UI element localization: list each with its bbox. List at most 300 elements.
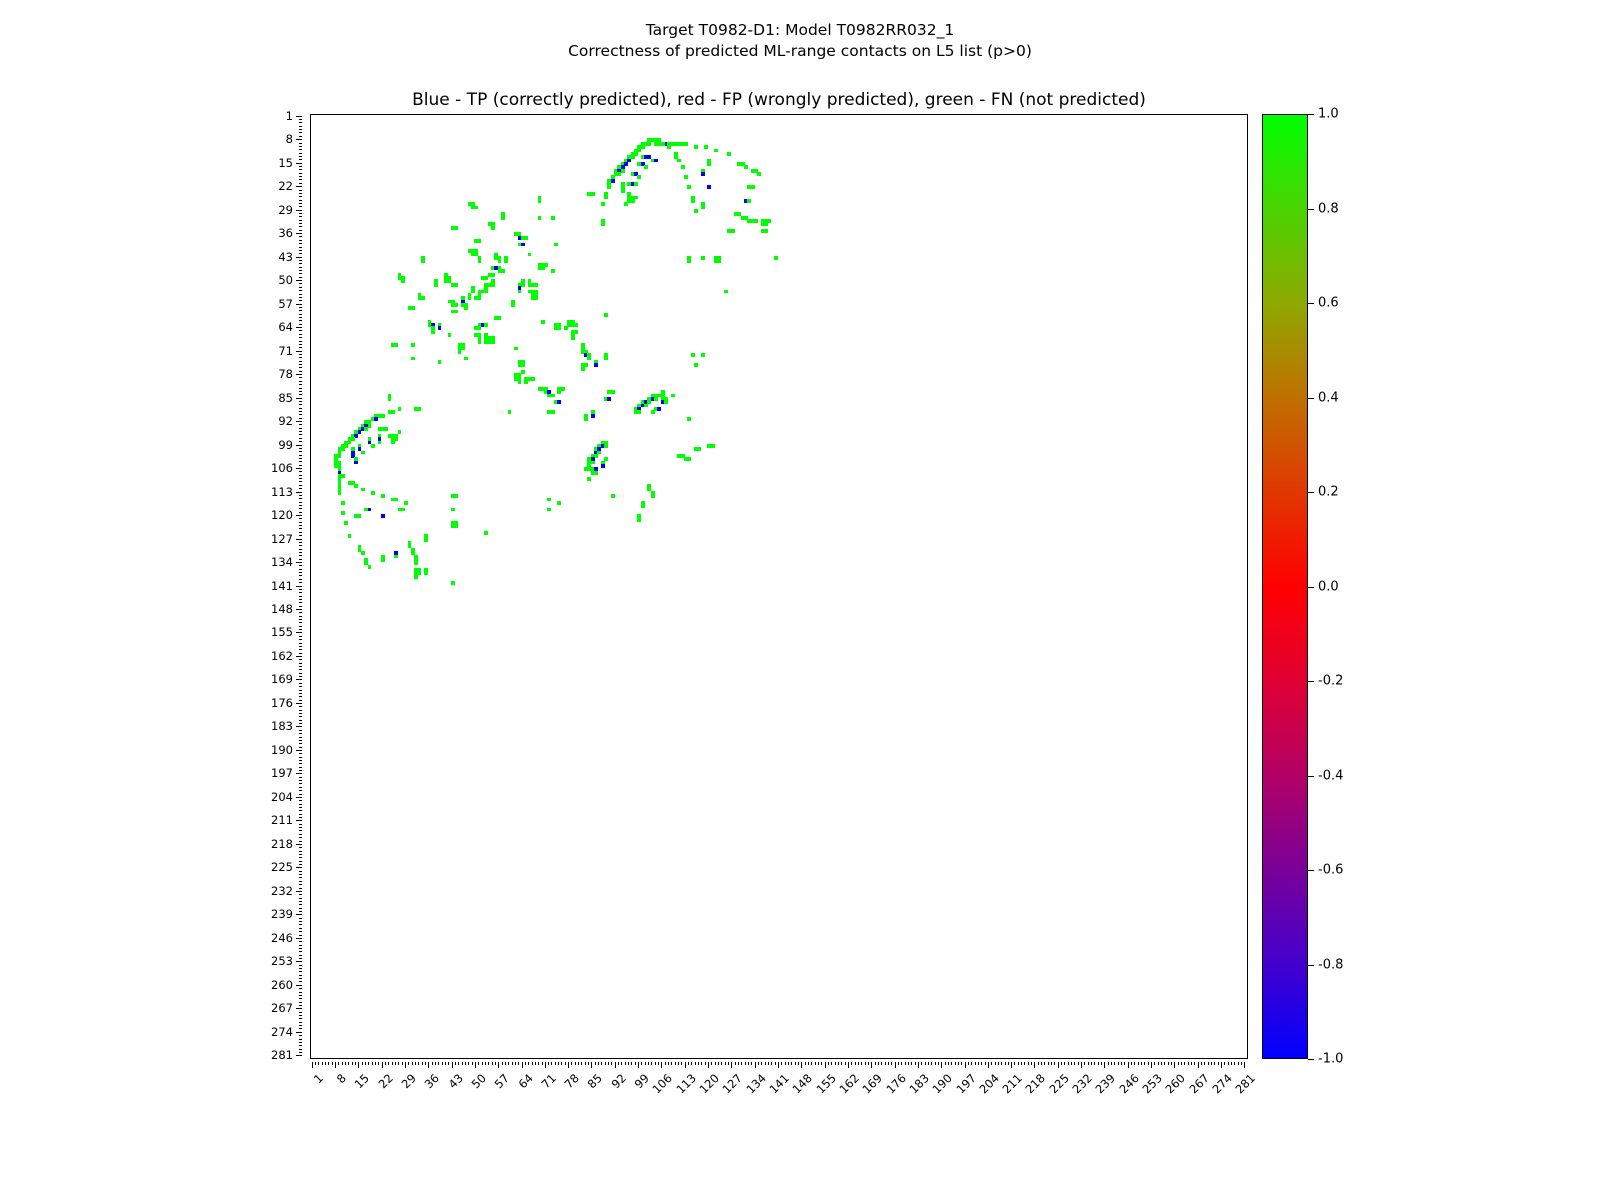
y-tick-minor bbox=[299, 616, 302, 617]
y-tick-minor bbox=[299, 904, 302, 905]
contact-cell bbox=[368, 565, 372, 569]
colorbar-tick bbox=[1308, 776, 1314, 777]
y-tick-minor bbox=[299, 434, 302, 435]
contact-cell bbox=[591, 192, 595, 196]
contact-cell bbox=[617, 172, 621, 176]
x-tick-minor bbox=[561, 1062, 562, 1065]
y-tick-minor bbox=[299, 287, 302, 288]
contact-cell bbox=[637, 149, 641, 153]
y-tick-minor bbox=[299, 995, 302, 996]
x-tick-minor bbox=[1178, 1062, 1179, 1065]
contact-cell bbox=[401, 279, 405, 283]
contact-cell bbox=[358, 514, 362, 518]
contact-cell bbox=[754, 219, 758, 223]
x-tick-major bbox=[895, 1062, 896, 1068]
contact-cell bbox=[544, 263, 548, 267]
y-tick-minor bbox=[299, 1012, 302, 1013]
x-tick-minor bbox=[975, 1062, 976, 1065]
x-tick-minor bbox=[751, 1062, 752, 1065]
x-tick-minor bbox=[588, 1062, 589, 1065]
contact-cell bbox=[551, 410, 555, 414]
y-tick-major bbox=[296, 398, 302, 399]
y-tick-minor bbox=[299, 864, 302, 865]
contact-cell bbox=[371, 491, 375, 495]
y-tick-minor bbox=[299, 857, 302, 858]
x-tick-label: 246 bbox=[1116, 1071, 1142, 1097]
x-tick-minor bbox=[791, 1062, 792, 1065]
contact-cell bbox=[681, 165, 685, 169]
x-tick-minor bbox=[928, 1062, 929, 1065]
y-tick-label: 246 bbox=[271, 930, 293, 945]
y-tick-major bbox=[296, 116, 302, 117]
y-tick-major bbox=[296, 445, 302, 446]
y-tick-minor bbox=[299, 535, 302, 536]
contact-cell bbox=[551, 269, 555, 273]
contact-cell bbox=[504, 259, 508, 263]
x-tick-minor bbox=[1001, 1062, 1002, 1065]
contact-cell bbox=[384, 427, 388, 431]
x-tick-minor bbox=[718, 1062, 719, 1065]
contact-cell bbox=[498, 259, 502, 263]
x-tick-minor bbox=[681, 1062, 682, 1065]
y-tick-minor bbox=[299, 1022, 302, 1023]
x-tick-minor bbox=[1064, 1062, 1065, 1065]
y-tick-major bbox=[296, 374, 302, 375]
contact-cell bbox=[521, 363, 525, 367]
contact-cell bbox=[671, 394, 675, 398]
y-tick-minor bbox=[299, 310, 302, 311]
y-tick-minor bbox=[299, 290, 302, 291]
contact-cell bbox=[654, 397, 658, 401]
contact-cell bbox=[611, 179, 615, 183]
x-tick-minor bbox=[785, 1062, 786, 1065]
contact-cell bbox=[468, 296, 472, 300]
x-tick-minor bbox=[1031, 1062, 1032, 1065]
y-tick-minor bbox=[299, 720, 302, 721]
x-tick-minor bbox=[948, 1062, 949, 1065]
y-tick-minor bbox=[299, 1042, 302, 1043]
x-tick-minor bbox=[935, 1062, 936, 1065]
contact-cell bbox=[418, 407, 422, 411]
x-tick-major bbox=[1034, 1062, 1035, 1068]
y-tick-label: 92 bbox=[278, 414, 293, 429]
x-tick-minor bbox=[585, 1062, 586, 1065]
y-tick-major bbox=[296, 656, 302, 657]
y-tick-minor bbox=[299, 314, 302, 315]
contact-cell bbox=[511, 303, 515, 307]
x-tick-label: 8 bbox=[333, 1071, 349, 1087]
contact-cell bbox=[478, 296, 482, 300]
contact-cell bbox=[711, 444, 715, 448]
x-tick-minor bbox=[1158, 1062, 1159, 1065]
x-tick-minor bbox=[688, 1062, 689, 1065]
x-tick-minor bbox=[635, 1062, 636, 1065]
x-tick-minor bbox=[365, 1062, 366, 1065]
x-tick-minor bbox=[465, 1062, 466, 1065]
y-tick-minor bbox=[299, 981, 302, 982]
contact-cell bbox=[358, 430, 362, 434]
contact-cell bbox=[591, 461, 595, 465]
x-tick-minor bbox=[435, 1062, 436, 1065]
x-tick-minor bbox=[961, 1062, 962, 1065]
y-tick-minor bbox=[299, 663, 302, 664]
y-tick-minor bbox=[299, 461, 302, 462]
x-tick-major bbox=[522, 1062, 523, 1068]
contact-cell bbox=[438, 360, 442, 364]
contact-cell bbox=[541, 266, 545, 270]
y-tick-minor bbox=[299, 559, 302, 560]
y-tick-minor bbox=[299, 428, 302, 429]
contact-cell bbox=[651, 410, 655, 414]
y-tick-minor bbox=[299, 364, 302, 365]
x-tick-minor bbox=[1211, 1062, 1212, 1065]
x-tick-minor bbox=[1154, 1062, 1155, 1065]
y-tick-label: 218 bbox=[271, 836, 293, 851]
colorbar-tick bbox=[1308, 114, 1314, 115]
x-tick-minor bbox=[1191, 1062, 1192, 1065]
y-tick-minor bbox=[299, 918, 302, 919]
contact-cell bbox=[434, 283, 438, 287]
contact-cell bbox=[574, 330, 578, 334]
contact-cell bbox=[381, 514, 385, 518]
contact-cell bbox=[634, 196, 638, 200]
y-tick-minor bbox=[299, 1039, 302, 1040]
contact-cell bbox=[361, 488, 365, 492]
x-tick-minor bbox=[728, 1062, 729, 1065]
y-tick-minor bbox=[299, 653, 302, 654]
x-tick-minor bbox=[1014, 1062, 1015, 1065]
x-tick-minor bbox=[388, 1062, 389, 1065]
contact-cell bbox=[611, 494, 615, 498]
y-tick-minor bbox=[299, 253, 302, 254]
y-tick-minor bbox=[299, 411, 302, 412]
x-tick-minor bbox=[515, 1062, 516, 1065]
y-tick-minor bbox=[299, 173, 302, 174]
y-tick-minor bbox=[299, 753, 302, 754]
y-tick-minor bbox=[299, 659, 302, 660]
contact-cell bbox=[547, 508, 551, 512]
contact-cell bbox=[667, 145, 671, 149]
contact-cell bbox=[454, 283, 458, 287]
x-tick-minor bbox=[1201, 1062, 1202, 1065]
x-tick-major bbox=[405, 1062, 406, 1068]
x-tick-minor bbox=[828, 1062, 829, 1065]
x-tick-minor bbox=[1241, 1062, 1242, 1065]
x-tick-minor bbox=[1008, 1062, 1009, 1065]
y-tick-minor bbox=[299, 132, 302, 133]
y-tick-major bbox=[296, 539, 302, 540]
y-tick-minor bbox=[299, 247, 302, 248]
contact-cell bbox=[394, 343, 398, 347]
contact-cell bbox=[654, 159, 658, 163]
x-tick-minor bbox=[771, 1062, 772, 1065]
y-tick-minor bbox=[299, 441, 302, 442]
x-tick-minor bbox=[905, 1062, 906, 1065]
x-tick-label: 211 bbox=[999, 1071, 1026, 1097]
x-tick-label: 36 bbox=[421, 1071, 443, 1092]
y-tick-label: 176 bbox=[271, 695, 293, 710]
contact-cell bbox=[601, 202, 605, 206]
x-tick-minor bbox=[701, 1062, 702, 1065]
x-tick-label: 204 bbox=[976, 1071, 1002, 1097]
contact-cell bbox=[731, 229, 735, 233]
x-tick-major bbox=[755, 1062, 756, 1068]
x-tick-minor bbox=[1228, 1062, 1229, 1065]
contact-cell bbox=[528, 283, 532, 287]
y-tick-minor bbox=[299, 518, 302, 519]
contact-cell bbox=[508, 410, 512, 414]
x-tick-minor bbox=[958, 1062, 959, 1065]
contact-cell bbox=[637, 518, 641, 522]
x-tick-minor bbox=[811, 1062, 812, 1065]
x-tick-minor bbox=[508, 1062, 509, 1065]
x-tick-label: 99 bbox=[631, 1071, 652, 1092]
x-tick-minor bbox=[998, 1062, 999, 1065]
contact-cell bbox=[644, 165, 648, 169]
contact-cell bbox=[341, 447, 345, 451]
x-tick-minor bbox=[621, 1062, 622, 1065]
contact-cell bbox=[461, 347, 465, 351]
y-tick-major bbox=[296, 773, 302, 774]
x-tick-minor bbox=[1138, 1062, 1139, 1065]
y-tick-minor bbox=[299, 488, 302, 489]
y-tick-minor bbox=[299, 203, 302, 204]
x-tick-minor bbox=[671, 1062, 672, 1065]
y-tick-minor bbox=[299, 146, 302, 147]
y-tick-minor bbox=[299, 505, 302, 506]
x-tick-minor bbox=[745, 1062, 746, 1065]
contact-cell bbox=[557, 501, 561, 505]
contact-cell bbox=[574, 323, 578, 327]
y-tick-minor bbox=[299, 817, 302, 818]
y-tick-minor bbox=[299, 1015, 302, 1016]
contact-cell bbox=[501, 216, 505, 220]
contact-cell bbox=[587, 477, 591, 481]
y-tick-minor bbox=[299, 884, 302, 885]
y-tick-minor bbox=[299, 381, 302, 382]
contact-cell bbox=[657, 407, 661, 411]
contact-cell bbox=[351, 437, 355, 441]
x-tick-minor bbox=[362, 1062, 363, 1065]
y-tick-minor bbox=[299, 357, 302, 358]
y-tick-minor bbox=[299, 119, 302, 120]
x-tick-minor bbox=[1124, 1062, 1125, 1065]
contact-cell bbox=[631, 199, 635, 203]
contact-cell bbox=[414, 575, 418, 579]
y-tick-minor bbox=[299, 371, 302, 372]
y-tick-minor bbox=[299, 767, 302, 768]
y-tick-minor bbox=[299, 737, 302, 738]
contact-cell bbox=[664, 400, 668, 404]
y-tick-label: 260 bbox=[271, 977, 293, 992]
contact-cell bbox=[471, 290, 475, 294]
y-tick-minor bbox=[299, 159, 302, 160]
y-tick-label: 78 bbox=[278, 367, 293, 382]
contact-map-plot[interactable] bbox=[310, 114, 1248, 1059]
x-tick-major bbox=[358, 1062, 359, 1068]
x-tick-minor bbox=[352, 1062, 353, 1065]
y-tick-minor bbox=[299, 478, 302, 479]
x-tick-minor bbox=[368, 1062, 369, 1065]
y-tick-minor bbox=[299, 438, 302, 439]
x-tick-minor bbox=[468, 1062, 469, 1065]
x-tick-minor bbox=[1061, 1062, 1062, 1065]
contact-cell bbox=[538, 199, 542, 203]
x-tick-minor bbox=[798, 1062, 799, 1065]
y-tick-minor bbox=[299, 485, 302, 486]
contact-cell bbox=[368, 424, 372, 428]
y-tick-minor bbox=[299, 800, 302, 801]
x-tick-major bbox=[1104, 1062, 1105, 1068]
x-tick-minor bbox=[548, 1062, 549, 1065]
y-tick-minor bbox=[299, 602, 302, 603]
y-tick-minor bbox=[299, 596, 302, 597]
x-tick-minor bbox=[955, 1062, 956, 1065]
contact-cell bbox=[411, 357, 415, 361]
contact-cell bbox=[581, 367, 585, 371]
x-tick-label: 64 bbox=[515, 1071, 536, 1092]
y-tick-minor bbox=[299, 928, 302, 929]
contact-cell bbox=[677, 159, 681, 163]
contact-cell bbox=[421, 259, 425, 263]
y-tick-major bbox=[296, 632, 302, 633]
y-tick-label: 36 bbox=[278, 226, 293, 241]
contact-cell bbox=[421, 296, 425, 300]
y-tick-minor bbox=[299, 361, 302, 362]
x-axis-labels bbox=[310, 1062, 1259, 1142]
contact-cell bbox=[478, 259, 482, 263]
y-tick-major bbox=[296, 468, 302, 469]
y-tick-label: 232 bbox=[271, 883, 293, 898]
contact-cell bbox=[644, 404, 648, 408]
x-tick-minor bbox=[495, 1062, 496, 1065]
x-tick-minor bbox=[448, 1062, 449, 1065]
colorbar-tick bbox=[1308, 681, 1314, 682]
x-tick-minor bbox=[881, 1062, 882, 1065]
x-tick-minor bbox=[542, 1062, 543, 1065]
y-tick-major bbox=[296, 961, 302, 962]
y-tick-minor bbox=[299, 643, 302, 644]
x-tick-minor bbox=[1164, 1062, 1165, 1065]
y-tick-minor bbox=[299, 622, 302, 623]
contact-cell bbox=[454, 524, 458, 528]
y-tick-label: 211 bbox=[271, 813, 293, 828]
y-tick-minor bbox=[299, 841, 302, 842]
x-tick-minor bbox=[711, 1062, 712, 1065]
y-tick-minor bbox=[299, 619, 302, 620]
y-tick-minor bbox=[299, 706, 302, 707]
contact-cell bbox=[594, 363, 598, 367]
x-tick-major bbox=[801, 1062, 802, 1068]
x-tick-label: 120 bbox=[696, 1071, 722, 1097]
x-tick-major bbox=[988, 1062, 989, 1068]
x-tick-minor bbox=[518, 1062, 519, 1065]
y-tick-label: 141 bbox=[271, 578, 293, 593]
x-tick-minor bbox=[608, 1062, 609, 1065]
x-tick-minor bbox=[831, 1062, 832, 1065]
contact-cell bbox=[361, 551, 365, 555]
x-tick-minor bbox=[605, 1062, 606, 1065]
y-tick-minor bbox=[299, 874, 302, 875]
x-tick-minor bbox=[741, 1062, 742, 1065]
x-tick-major bbox=[312, 1062, 313, 1068]
y-tick-label: 155 bbox=[271, 625, 293, 640]
x-tick-minor bbox=[1041, 1062, 1042, 1065]
y-tick-minor bbox=[299, 827, 302, 828]
contact-cell bbox=[587, 357, 591, 361]
y-tick-minor bbox=[299, 700, 302, 701]
contact-cell bbox=[604, 457, 608, 461]
x-tick-minor bbox=[725, 1062, 726, 1065]
y-tick-minor bbox=[299, 431, 302, 432]
y-tick-minor bbox=[299, 471, 302, 472]
contact-cell bbox=[641, 504, 645, 508]
contact-cell bbox=[478, 239, 482, 243]
x-tick-minor bbox=[898, 1062, 899, 1065]
y-tick-minor bbox=[299, 921, 302, 922]
y-tick-minor bbox=[299, 226, 302, 227]
contact-cell bbox=[391, 441, 395, 445]
x-tick-minor bbox=[698, 1062, 699, 1065]
contact-cell bbox=[707, 162, 711, 166]
x-tick-minor bbox=[885, 1062, 886, 1065]
y-tick-minor bbox=[299, 337, 302, 338]
y-tick-major bbox=[296, 421, 302, 422]
y-tick-minor bbox=[299, 579, 302, 580]
contact-cell bbox=[694, 145, 698, 149]
contact-cell bbox=[591, 414, 595, 418]
x-tick-minor bbox=[322, 1062, 323, 1065]
y-tick-label: 162 bbox=[271, 648, 293, 663]
x-tick-major bbox=[335, 1062, 336, 1068]
x-tick-minor bbox=[1088, 1062, 1089, 1065]
y-tick-minor bbox=[299, 200, 302, 201]
contact-cell bbox=[751, 185, 755, 189]
x-tick-minor bbox=[841, 1062, 842, 1065]
y-tick-minor bbox=[299, 901, 302, 902]
contact-cell bbox=[424, 538, 428, 542]
y-tick-minor bbox=[299, 716, 302, 717]
contact-cell bbox=[484, 531, 488, 535]
contact-cell bbox=[557, 326, 561, 330]
contact-cell bbox=[691, 199, 695, 203]
x-tick-label: 267 bbox=[1186, 1071, 1212, 1097]
y-tick-minor bbox=[299, 297, 302, 298]
x-tick-minor bbox=[472, 1062, 473, 1065]
y-tick-minor bbox=[299, 498, 302, 499]
contact-cell bbox=[561, 387, 565, 391]
contact-cell bbox=[701, 172, 705, 176]
y-tick-minor bbox=[299, 176, 302, 177]
contact-cell bbox=[491, 226, 495, 230]
y-tick-minor bbox=[299, 669, 302, 670]
x-tick-minor bbox=[315, 1062, 316, 1065]
y-tick-minor bbox=[299, 156, 302, 157]
y-tick-minor bbox=[299, 532, 302, 533]
y-tick-minor bbox=[299, 696, 302, 697]
y-tick-minor bbox=[299, 522, 302, 523]
suptitle-line-2: Correctness of predicted ML-range contacts on L5 list (p>0) bbox=[568, 42, 1032, 60]
x-tick-minor bbox=[735, 1062, 736, 1065]
x-tick-minor bbox=[845, 1062, 846, 1065]
y-tick-minor bbox=[299, 267, 302, 268]
x-tick-minor bbox=[1018, 1062, 1019, 1065]
y-tick-minor bbox=[299, 408, 302, 409]
contact-cell bbox=[691, 353, 695, 357]
x-tick-major bbox=[1058, 1062, 1059, 1068]
y-tick-minor bbox=[299, 344, 302, 345]
x-tick-label: 57 bbox=[491, 1071, 513, 1092]
